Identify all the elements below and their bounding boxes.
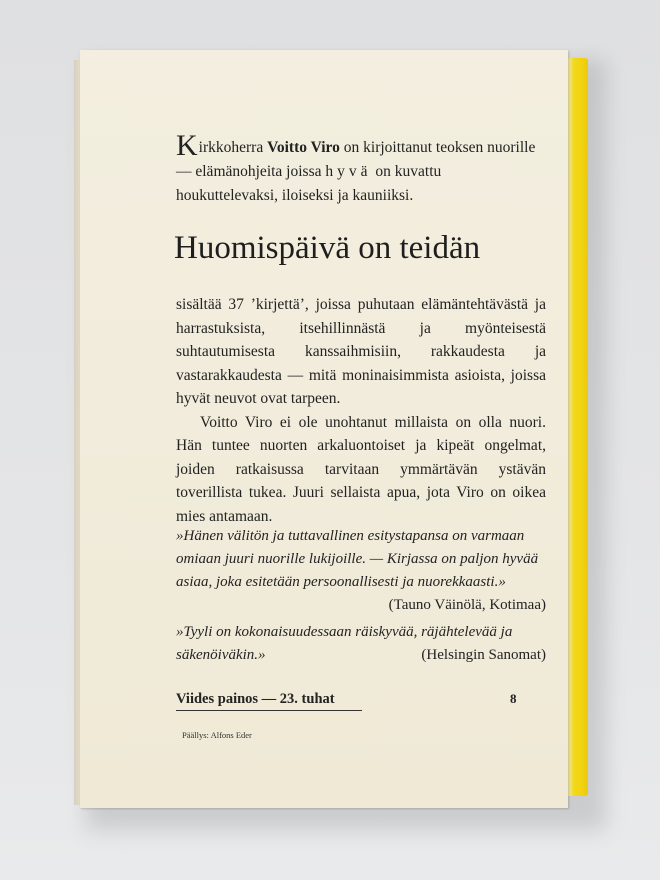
review-quote-source: (Tauno Väinölä, Kotimaa) [388, 597, 546, 613]
intro-paragraph: Kirkkoherra Voitto Viro on kirjoittanut teoksen nuorille — elämänohjeita joissa hyvä on kuvattu houkuttelevaksi, iloiseksi ja kauniiksi. [176, 129, 536, 204]
review-quote-text: »Hänen välitön ja tuttavallinen esitystapansa on varmaan omiaan juuri nuorille lukijoille. — Kirjassa on paljon hyvää asiaa, joka esitetään persoonallisesti ja nuorekkaasti.» [176, 528, 539, 590]
description-paragraph: Voitto Viro ei ole unohtanut millaista on olla nuori. Hän tuntee nuorten arkaluontoiset ja kipeät ongelmat, joiden ratkaisussa tarvitaan ymmärtävän ystävän toverillista tukea. Juuri sellaista apua, jota Viro on oikea mies antamaan. [176, 413, 546, 525]
author-name: Voitto Viro [267, 139, 340, 156]
book-back-cover [80, 50, 568, 808]
edition-info: Viides painos — 23. tuhat [176, 691, 362, 711]
description-paragraph: sisältää 37 ’kirjettä’, joissa puhutaan elämäntehtävästä ja harrastuksista, itsehillinnästä ja myönteisestä suhtautumisesta kanssaihmisiin, rakkaudesta ja vastarakkaudesta — mitä moninaisimmista asioista, joissa hyvät neuvot ovat tarpeen. [176, 296, 546, 407]
drop-cap: K [176, 129, 198, 162]
review-quote [176, 525, 546, 617]
emphasized-word: hyvä [325, 163, 372, 180]
review-quote-source: (Helsingin Sanomat) [421, 647, 546, 663]
cover-credit: Päällys: Alfons Eder [182, 730, 252, 740]
review-quote-text: »Tyyli on kokonaisuudessaan räiskyvää, räjähtelevää ja säkenöiväkin.» [176, 624, 513, 663]
description-body [176, 293, 546, 528]
book-title: Huomispäivä on teidän [174, 230, 481, 266]
review-quote [176, 621, 546, 667]
page-number: 8 [510, 691, 517, 706]
